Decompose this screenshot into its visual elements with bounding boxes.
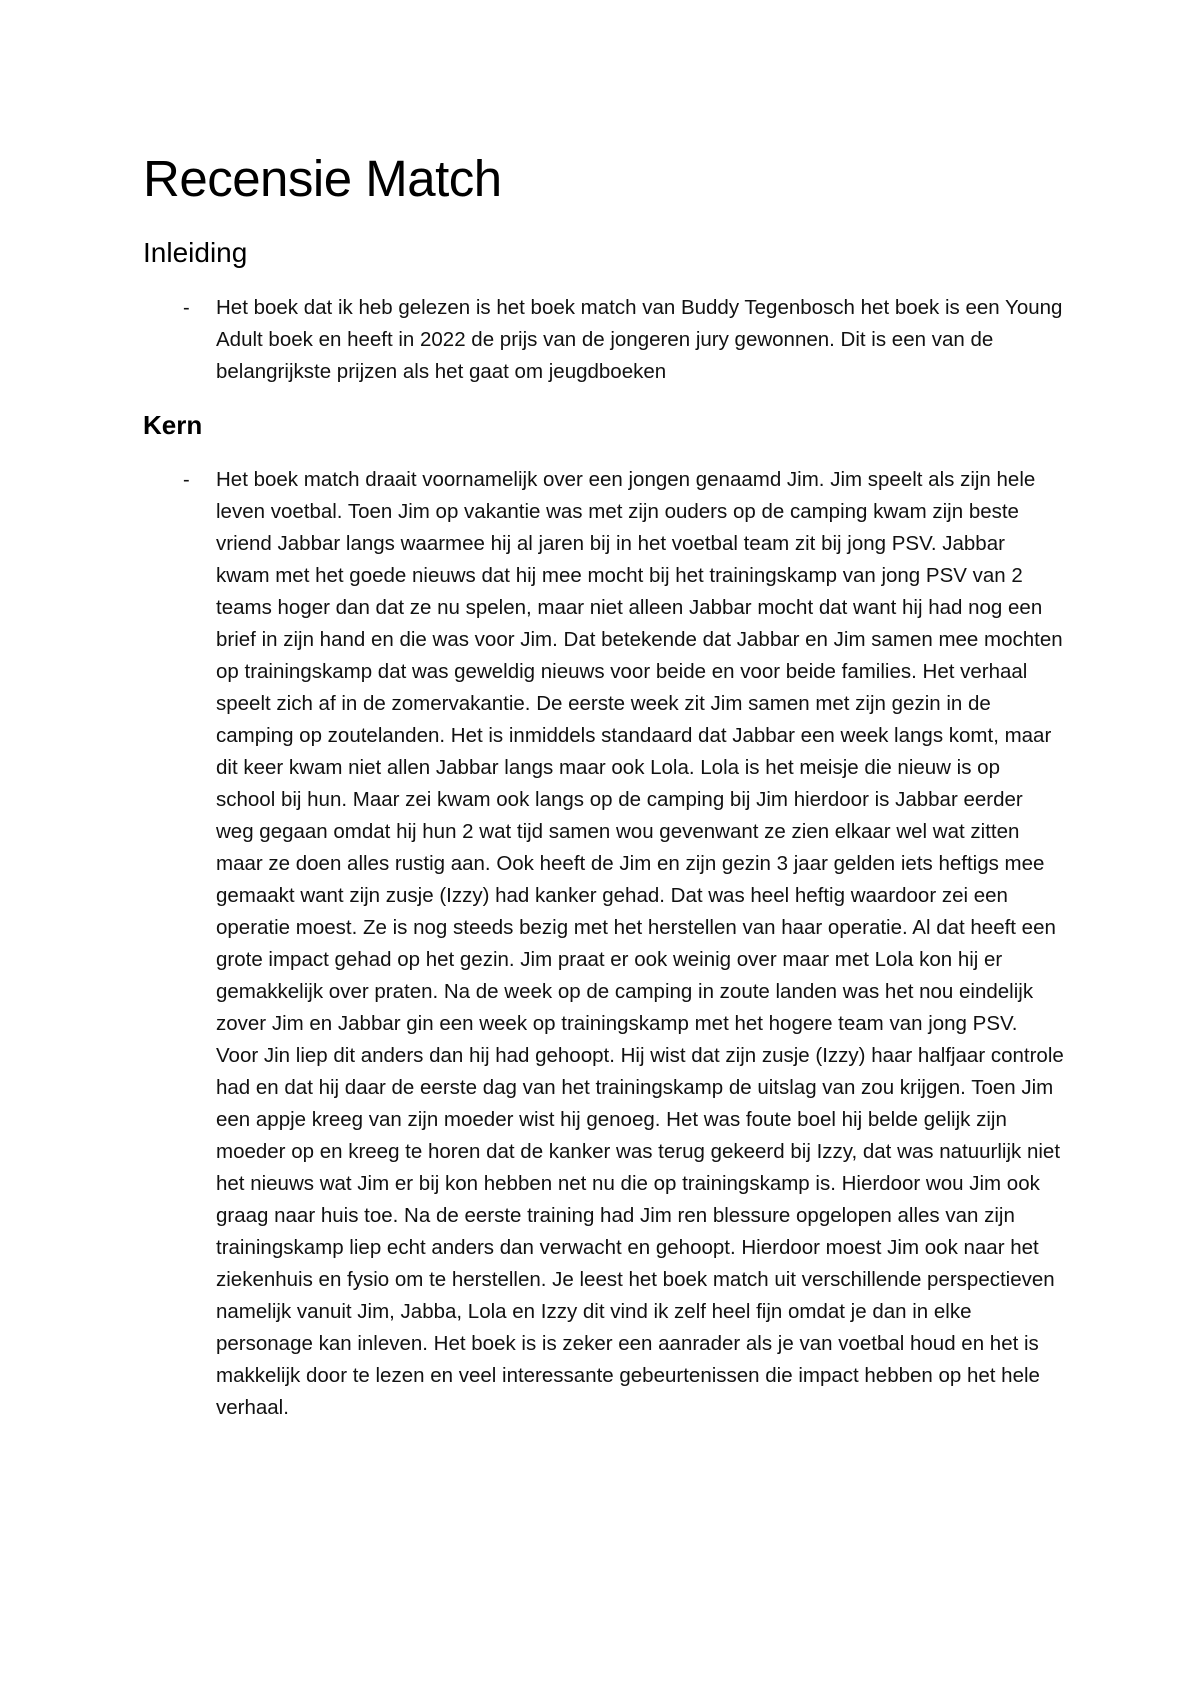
section-heading-inleiding: Inleiding xyxy=(143,237,248,268)
inleiding-paragraph: Het boek dat ik heb gelezen is het boek match van Buddy Tegenbosch het boek is een Young Adult boek en heeft in 2022 de prijs van de jongeren jury gewonnen. Dit is een van de belangrijkste prijzen als het gaat om jeugdboeken xyxy=(216,296,1063,383)
bullet-dash: - xyxy=(183,297,190,319)
bullet-dash: - xyxy=(183,469,190,491)
section-heading-kern: Kern xyxy=(143,410,203,440)
kern-paragraph: Het boek match draait voornamelijk over een jongen genaamd Jim. Jim speelt als zijn hele leven voetbal. Toen Jim op vakantie was met zijn ouders op de camping kwam zijn beste vriend Jabbar langs waarmee hij al jaren bij in het voetbal team zit bij jong PSV. Jabbar kwam met het goede nieuws dat hij mee mocht bij het trainingskamp van jong PSV van 2 teams hoger dan dat ze nu spelen, maar niet alleen Jabbar mocht dat want hij had nog een brief in zijn hand en die was voor Jim. Dat betekende dat Jabbar en Jim samen mee mochten op trainingskamp dat was geweldig nieuws voor beide en voor beide families. Het verhaal speelt zich af in de zomervakantie. De eerste week zit Jim samen met zijn gezin in de camping op zoutelanden. Het is inmiddels standaard dat Jabbar een week langs komt, maar dit keer kwam niet allen Jabbar langs maar ook Lola. Lola is het meisje die nieuw is op school bij hun. Maar zei kwam ook langs op de camping bij Jim hierdoor is Jabbar eerder weg gegaan omdat hij hun 2 wat tijd samen wou gevenwant ze zien elkaar wel wat zitten maar ze doen alles rustig aan. Ook heeft de Jim en zijn gezin 3 jaar gelden iets heftigs mee gemaakt want zijn zusje (Izzy) had kanker gehad. Dat was heel heftig waardoor zei een operatie moest. Ze is nog steeds bezig met het herstellen van haar operatie. Al dat heeft een grote impact gehad op het gezin. Jim praat er ook weinig over maar met Lola kon hij er gemakkelijk over praten. Na de week op de camping in zoute landen was het nou eindelijk zover Jim en Jabbar gin een week op trainingskamp met het hogere team van jong PSV. Voor Jin liep dit anders dan hij had gehoopt. Hij wist dat zijn zusje (Izzy) haar halfjaar controle had en dat hij daar de eerste dag van het trainingskamp de uitslag van zou krijgen. Toen Jim een appje kreeg van zijn moeder wist hij genoeg. Het was foute boel hij belde gelijk zijn moeder op en kreeg te horen dat de kanker was terug gekeerd bij Izzy, dat was natuurlijk niet het nieuws wat Jim er bij kon hebben net nu die op trainingskamp is. Hierdoor wou Jim ook graag naar huis toe. Na de eerste training had Jim ren blessure opgelopen alles van zijn trainingskamp liep echt anders dan verwacht en gehoopt. Hierdoor moest Jim ook naar het ziekenhuis en fysio om te herstellen. Je leest het boek match uit verschillende perspectieven namelijk vanuit Jim, Jabba, Lola en Izzy dit vind ik zelf heel fijn omdat je dan in elke personage kan inleven. Het boek is is zeker een aanrader als je van voetbal houd en het is makkelijk door te lezen en veel interessante gebeurtenissen die impact hebben op het hele verhaal. xyxy=(216,468,1064,1419)
document-title: Recensie Match xyxy=(143,150,502,207)
